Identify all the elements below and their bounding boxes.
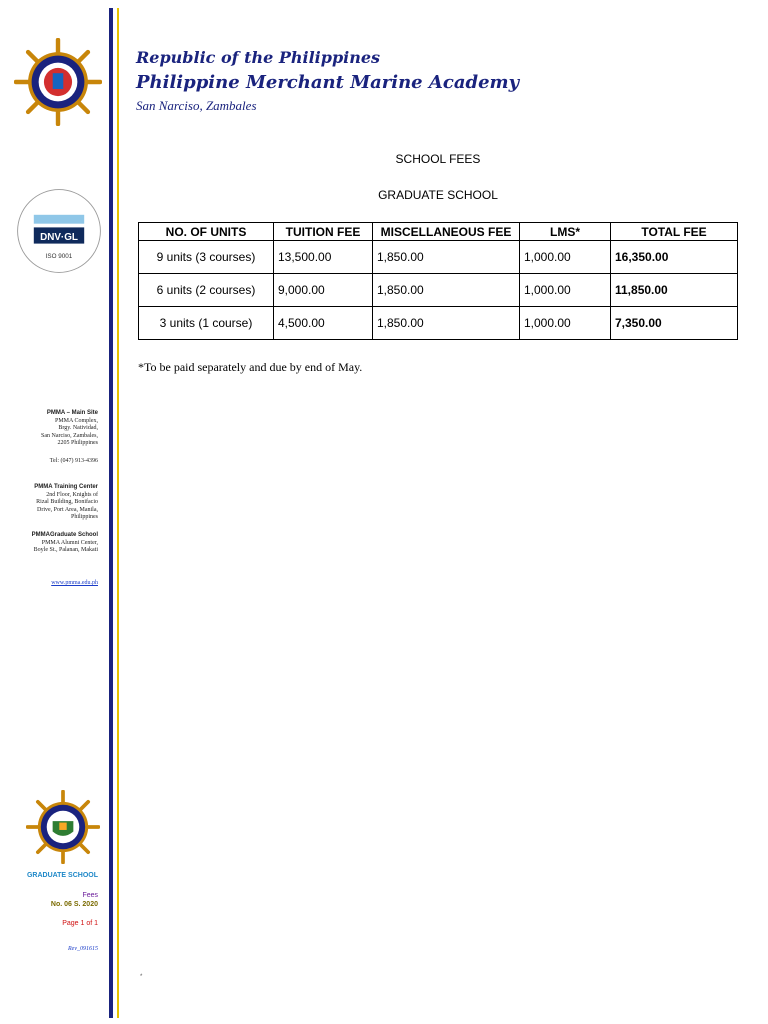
- address-line: Rizal Building, Bonifacio: [36, 499, 98, 505]
- cell-tuition: 13,500.00: [274, 241, 373, 274]
- address-line: Philippines: [70, 514, 98, 520]
- svg-text:ISO 9001: ISO 9001: [45, 253, 73, 260]
- cell-lms: 1,000.00: [520, 307, 611, 340]
- address-line: Boyle St., Palanan, Makati: [33, 547, 98, 553]
- footer-page-number: Page 1 of 1: [62, 920, 98, 927]
- payment-note: *To be paid separately and due by end of May.: [138, 360, 363, 374]
- graduate-school-title: PMMAGraduate School: [31, 532, 98, 538]
- address-line: PMMA Complex,: [54, 417, 98, 424]
- main-site-address: [41, 410, 98, 448]
- table-header-row: [139, 223, 738, 241]
- document-subtitle: GRADUATE SCHOOL: [378, 188, 498, 202]
- margin-rule-gold: [117, 8, 119, 1018]
- table-row: [139, 307, 738, 340]
- website-link[interactable]: www.pmma.edu.ph: [51, 580, 98, 586]
- cell-misc: 1,850.00: [373, 274, 520, 307]
- cell-tuition: 9,000.00: [274, 274, 373, 307]
- col-total: TOTAL FEE: [611, 223, 738, 241]
- table-row: [139, 241, 738, 274]
- footer-revision: Rev_091615: [68, 946, 98, 952]
- col-units: NO. OF UNITS: [139, 223, 274, 241]
- header-academy: Philippine Merchant Marine Academy: [136, 72, 520, 93]
- address-line: 2nd Floor, Knights of: [46, 491, 98, 498]
- footer-doc-type: Fees: [82, 892, 98, 899]
- fees-table: [138, 222, 738, 340]
- pmma-seal-logo: [14, 38, 102, 126]
- telephone: Tel: (047) 913-4396: [49, 458, 98, 464]
- cell-misc: 1,850.00: [373, 241, 520, 274]
- cell-tuition: 4,500.00: [274, 307, 373, 340]
- table-row: [139, 274, 738, 307]
- main-site-title: PMMA – Main Site: [46, 410, 98, 416]
- document-title: SCHOOL FEES: [395, 152, 481, 166]
- cell-total: 7,350.00: [611, 307, 738, 340]
- cell-units: 3 units (1 course): [139, 307, 274, 340]
- cell-total: 16,350.00: [611, 241, 738, 274]
- bottom-mark: *: [140, 974, 143, 980]
- header-country: Republic of the Philippines: [136, 48, 381, 67]
- col-tuition: TUITION FEE: [274, 223, 373, 241]
- address-line: San Narciso, Zambales,: [41, 432, 98, 439]
- training-center-title: PMMA Training Center: [34, 484, 98, 490]
- cell-lms: 1,000.00: [520, 274, 611, 307]
- footer-doc-number: No. 06 S. 2020: [50, 901, 98, 908]
- svg-text:DNV·GL: DNV·GL: [40, 232, 78, 243]
- cell-units: 6 units (2 courses): [139, 274, 274, 307]
- col-misc: MISCELLANEOUS FEE: [373, 223, 520, 241]
- header-location: San Narciso, Zambales: [136, 98, 257, 113]
- graduate-school-address: [32, 532, 98, 555]
- dnv-gl-certification-logo: [14, 186, 104, 276]
- address-line: Drive, Port Area, Manila,: [37, 506, 98, 513]
- graduate-school-seal-logo: [26, 790, 100, 864]
- footer-department: GRADUATE SCHOOL: [26, 872, 98, 879]
- col-lms: LMS*: [520, 223, 611, 241]
- address-line: PMMA Alumni Center,: [41, 539, 98, 546]
- cell-lms: 1,000.00: [520, 241, 611, 274]
- margin-rule-navy: [109, 8, 113, 1018]
- cell-misc: 1,850.00: [373, 307, 520, 340]
- address-line: 2205 Philippines: [57, 440, 98, 446]
- training-center-address: [34, 484, 98, 522]
- cell-units: 9 units (3 courses): [139, 241, 274, 274]
- cell-total: 11,850.00: [611, 274, 738, 307]
- address-line: Brgy. Natividad,: [58, 425, 98, 431]
